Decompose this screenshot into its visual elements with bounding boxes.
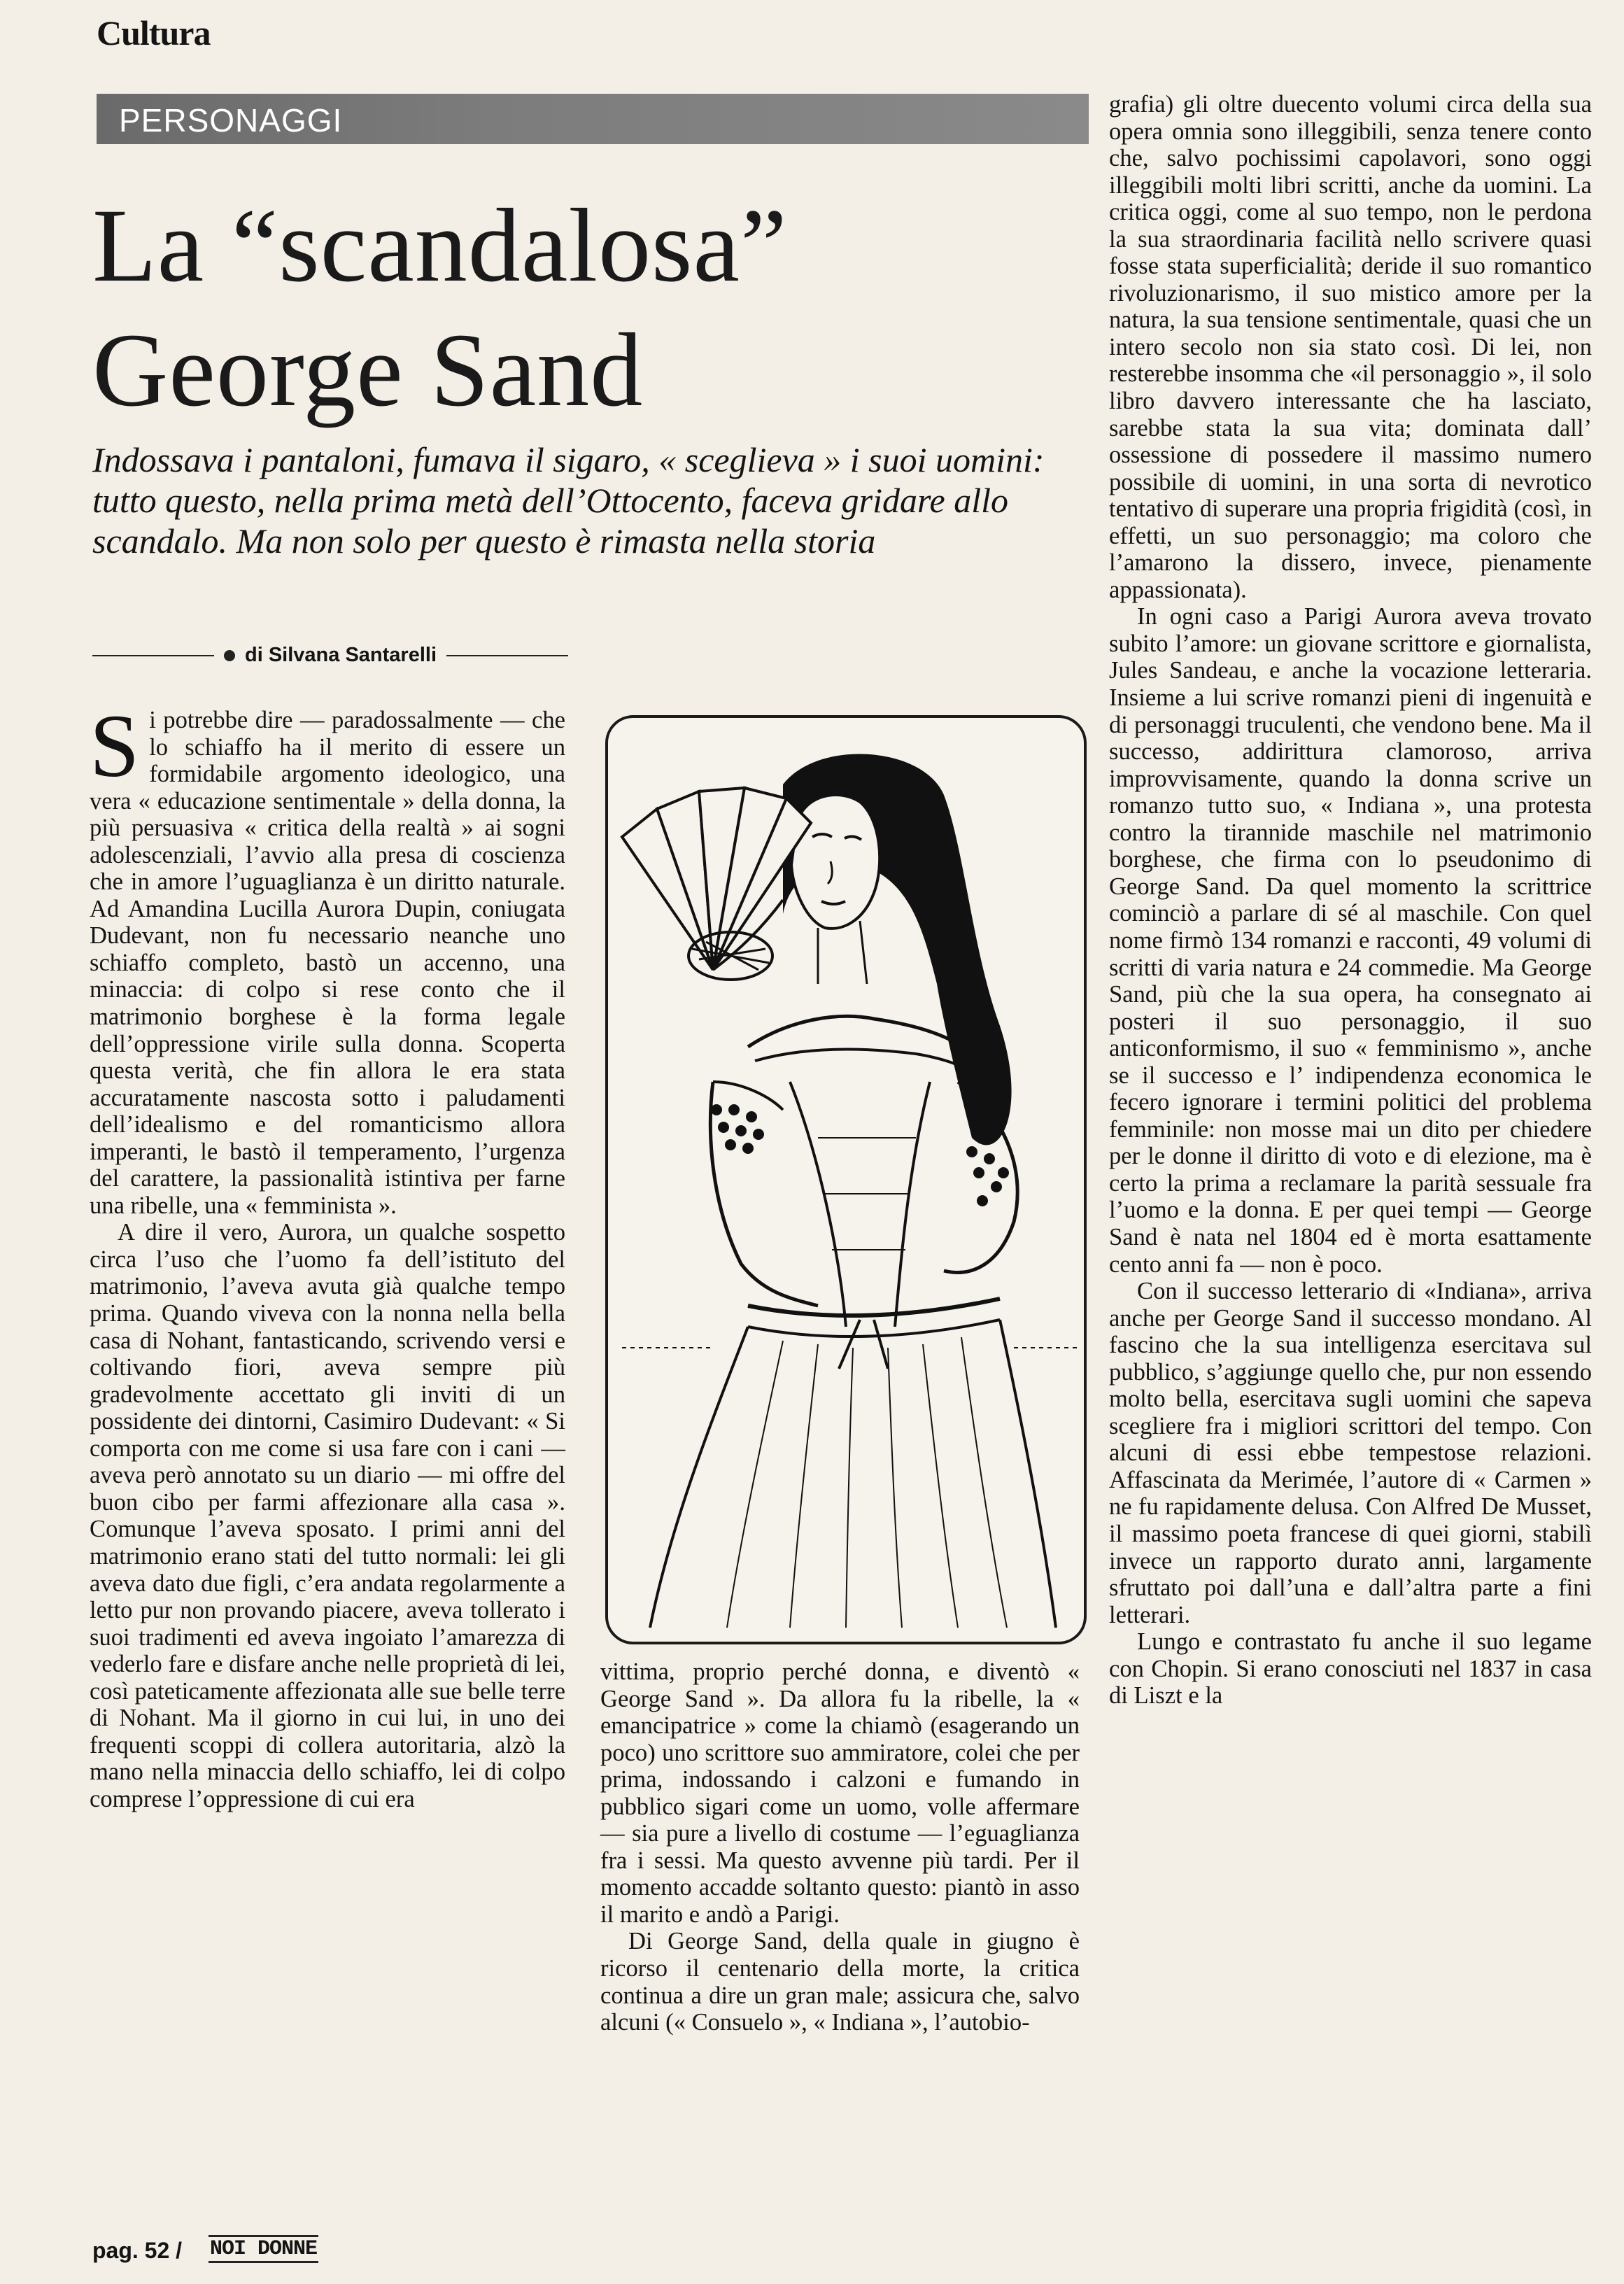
magazine-logo: NOI DONNE (209, 2235, 318, 2263)
rubric-label: PERSONAGGI (119, 102, 343, 139)
article-column-2 (600, 1658, 1080, 2036)
headline (92, 183, 1072, 432)
paragraph (90, 696, 565, 1219)
section-label: Cultura (97, 13, 211, 52)
paragraph: Lungo e contrastato fu anche il suo legame con Chopin. Si erano conosciuti nel 1837 in casa di Liszt e la (1109, 1628, 1592, 1710)
byline-text: di Silvana Santarelli (245, 644, 437, 666)
paragraph: A dire il vero, Aurora, un qualche sospetto circa l’uso che l’uomo fa dell’istituto del matrimonio, l’aveva avuta già qualche tempo prima. Quando viveva con la nonna nella bella casa di Nohant, fantasticando, scrivendo versi e coltivando fiori, aveva sempre più gradevolmente accettato gli inviti di un possidente dei dintorni, Casimiro Dudevant: « Si comporta con me come si usa fare con i cani — aveva però annotato su un diario — mi offre del buon cibo per farmi affezionare alla casa ». Comunque l’aveva sposato. I primi anni del matrimonio erano stati del tutto normali: lei gli aveva dato due figli, c’era andata regolarmente a letto pur non provando piacere, aveva tollerato i suoi tradimenti ed aveva ingoiato l’amarezza di vederlo fare e disfare anche nelle proprietà di lei, così pateticamente affezionata alle sue belle terre di Nohant. Ma il giorno in cui lui, in uno dei frequenti scoppi di collera autoritaria, alzò la mano nella minaccia dello schiaffo, lei di colpo comprese l’oppressione di cui era (90, 1219, 565, 1812)
subtitle: Indossava i pantaloni, fumava il sigaro, « sceglieva » i suoi uomini: tutto questo, nella prima metà dell’Ottocento, faceva gridare allo scandalo. Ma non solo per questo è rimasta nella storia (92, 440, 1045, 561)
portrait-illustration (605, 715, 1087, 1644)
paragraph: Di George Sand, della quale in giugno è ricorso il centenario della morte, la critica continua a dire un gran male; assicura che, salvo alcuni (« Consuelo », « Indiana », l’autobio- (600, 1928, 1080, 2036)
portrait-drawing-icon (608, 718, 1084, 1642)
article-column-3 (1109, 91, 1592, 1710)
paragraph: In ogni caso a Parigi Aurora aveva trovato subito l’amore: un giovane scrittore e giornalista, Jules Sandeau, e anche la vocazione letteraria. Insieme a lui scrive romanzi pieni di ingenuità e di personaggi truculenti, che vendono bene. Ma il successo, addirittura clamoroso, arriva improvvisamente, quando la donna scrive un romanzo tutto suo, « Indiana », una protesta contro la tirannide maschile nel matrimonio borghese, che firma con lo pseudonimo di George Sand. Da quel momento la scrittrice cominciò a parlare di sé al maschile. Con quel nome firmò 134 romanzi e racconti, 49 volumi di scritti di varia natura e 24 commedie. Ma George Sand, più che la sua opera, ha consegnato ai posteri il suo personaggio, il suo anticonformismo, il suo « femminismo », anche se il successo e l’ indipendenza economica le fecero ignorare i termini politici del problema femminile: non mosse mai un dito per chiedere per le donne il diritto di voto e di elezione, ma è certo la prima a reclamare la parità sessuale fra l’uomo e la donna. E per quei tempi — George Sand è nata nel 1804 ed è morta esattamente cento anni fa — non è poco. (1109, 603, 1592, 1278)
paragraph: Con il successo letterario di «Indiana», arriva anche per George Sand il successo mondano. Al fascino che la sua intelligenza esercitava sul pubblico, s’aggiunge quello che, pur non essendo molto bella, esercitava sugli uomini che sapeva scegliere fra i migliori scrittori del tempo. Con alcuni di essi ebbe tempestose relazioni. Affascinata da Merimée, l’autore di « Carmen » ne fu rapidamente delusa. Con Alfred De Musset, il massimo poeta francese di quei giorni, stabilì invece un rapporto durato anni, largamente sfruttato poi dall’una e dall’altra parte a fini letterari. (1109, 1278, 1592, 1628)
article-column-1 (90, 696, 565, 1812)
byline-rule-left (92, 655, 214, 656)
page-number: pag. 52 / (92, 2238, 183, 2263)
paragraph: vittima, proprio perché donna, e diventò « George Sand ». Da allora fu la ribelle, la « emancipatrice » come la chiamò (esagerando un poco) uno scrittore suo ammiratore, colei che per prima, indossando i calzoni e fumando in pubblico sigari come un uomo, volle affermare — sia pure a livello di costume — l’eguaglianza fra i sessi. Ma questo avvenne più tardi. Per il momento accadde soltanto questo: piantò in asso il marito e andò a Parigi. (600, 1658, 1080, 1928)
byline (92, 644, 568, 667)
drop-cap: S (90, 696, 140, 796)
bullet-icon (224, 650, 235, 661)
headline-line-1: La “scandalosa” (92, 188, 788, 304)
paragraph-text: i potrebbe dire — paradossalmente — che lo schiaffo ha il merito di essere un formidabile argomento ideologico, una vera « educazione sentimentale » della donna, la più persuasiva « critica della realtà » ai sogni adolescenziali, l’avvio alla presa di coscienza che in amore l’uguaglianza è un diritto naturale. Ad Amandina Lucilla Aurora Dupin, coniugata Dudevant, non fu necessario neanche uno schiaffo completo, bastò un accenno, una minaccia: di colpo si rese conto che il matrimonio borghese è la forma legale dell’oppressione virile sulla donna. Scoperta questa verità, che fin allora le era stata accuratamente nascosta sotto i paludamenti dell’idealismo e del romanticismo allora imperanti, le bastò il temperamento, l’urgenza del carattere, la passionalità istintiva per farne una ribelle, una « femminista ». (90, 707, 565, 1219)
byline-rule-right (446, 655, 568, 656)
paragraph: grafia) gli oltre duecento volumi circa della sua opera omnia sono illeggibili, senza tenere conto che, salvo pochissimi capolavori, sono oggi illeggibili molti libri scritti, anche da uomini. La critica oggi, come al suo tempo, non le perdona la sua straordinaria facilità nello scrivere quasi fosse stata superficialità; deride il suo romantico rivoluzionarismo, il suo mistico amore per la natura, la sua tensione sentimentale, quasi che un intero secolo non sia stato così. Di lei, non resterebbe insomma che «il personaggio », il solo libro davvero interessante che ha lasciato, sarebbe stata la sua vita; dominata dall’ ossessione di possedere il massimo numero possibile di uomini, in una sorta di nevrotico tentativo di superare una propria frigidità (così, in effetti, un suo personaggio; ma coloro che l’amarono la dissero, invece, pienamente appassionata). (1109, 91, 1592, 603)
headline-line-2: George Sand (92, 312, 644, 428)
